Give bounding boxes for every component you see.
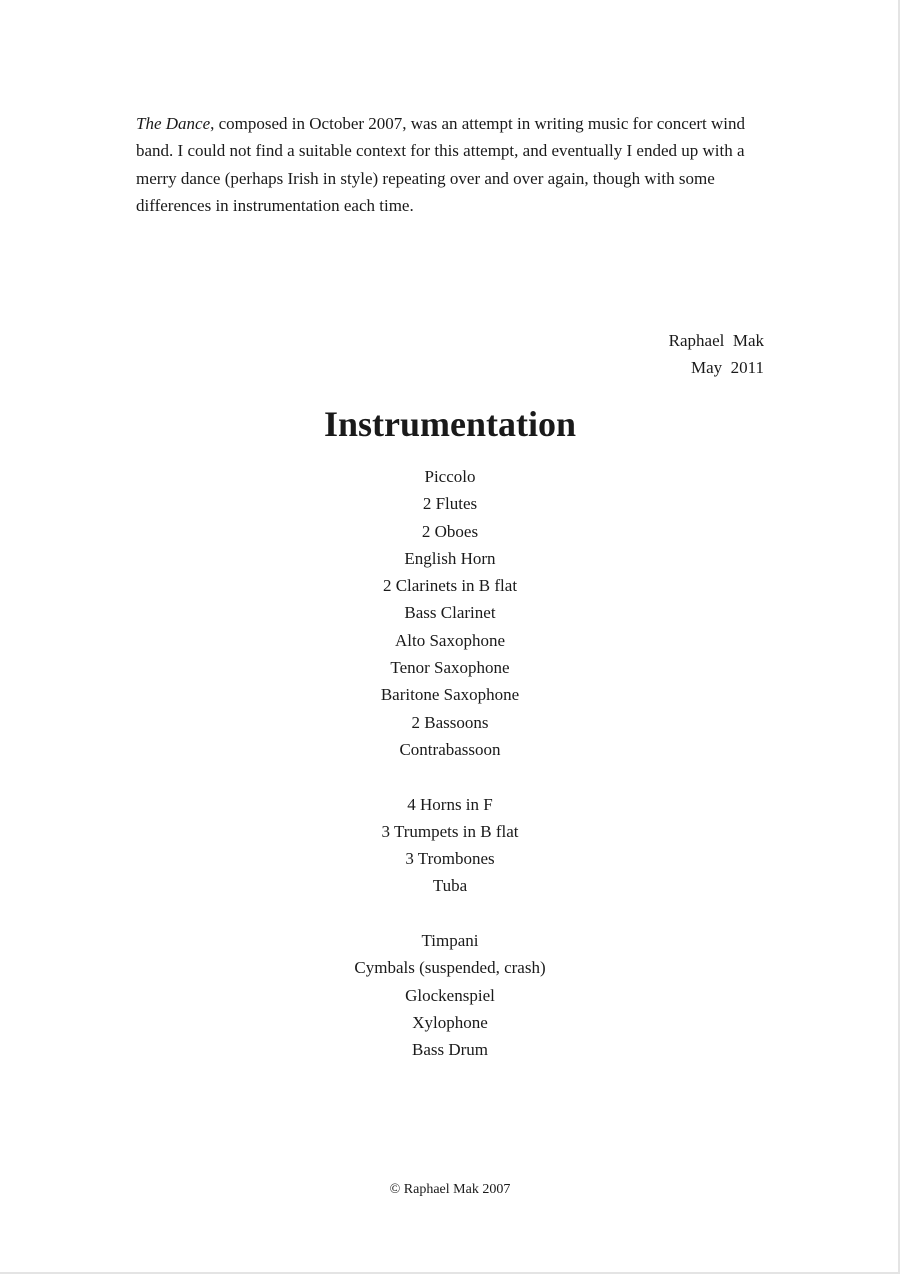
instrument-group-brass	[0, 791, 900, 900]
instrument-item: Glockenspiel	[405, 985, 495, 1005]
instrument-item: 2 Flutes	[422, 494, 478, 514]
instrument-item: 2 Bassoons	[411, 712, 489, 732]
instrument-item: Bass Clarinet	[404, 603, 496, 623]
instrument-item: Baritone Saxophone	[380, 685, 520, 705]
copyright-footer: © Raphael Mak 2007	[389, 1182, 511, 1197]
piece-title: The Dance	[136, 114, 211, 133]
instrument-item: Bass Drum	[411, 1040, 489, 1060]
instrument-group-woodwinds	[0, 463, 900, 763]
instrument-item: 3 Trumpets in B flat	[381, 821, 519, 841]
author-name: Raphael Mak	[668, 331, 764, 350]
instrument-item: Piccolo	[424, 467, 476, 486]
instrument-item: Cymbals (suspended, crash)	[354, 958, 546, 978]
instrument-item: 2 Clarinets in B flat	[382, 576, 518, 596]
instrument-item: Alto Saxophone	[394, 630, 506, 650]
instrument-item: Xylophone	[412, 1012, 488, 1032]
instrument-item: Contrabassoon	[399, 739, 501, 759]
instrument-item: Tuba	[432, 876, 468, 896]
instrument-item: 4 Horns in F	[407, 794, 493, 814]
instrument-item: Tenor Saxophone	[390, 658, 510, 678]
instrument-item: Timpani	[421, 931, 479, 951]
signature-block	[669, 327, 764, 382]
instrument-item: 2 Oboes	[421, 521, 479, 541]
instrument-list	[0, 463, 900, 1091]
instrument-group-percussion	[0, 927, 900, 1063]
page-title: Instrumentation	[323, 404, 577, 444]
instrument-item: 3 Trombones	[405, 849, 495, 869]
intro-paragraph	[136, 110, 776, 219]
signature-date: May 2011	[690, 358, 764, 378]
instrument-item: English Horn	[404, 548, 496, 568]
intro-text: , composed in October 2007, was an attempt in writing music for concert wind band. I could not find a suitable context for this attempt, and eventually I ended up with a merry dance (perhaps Irish in style) repeating over and over again, though with some differences in instrumentation each time.	[136, 114, 746, 215]
